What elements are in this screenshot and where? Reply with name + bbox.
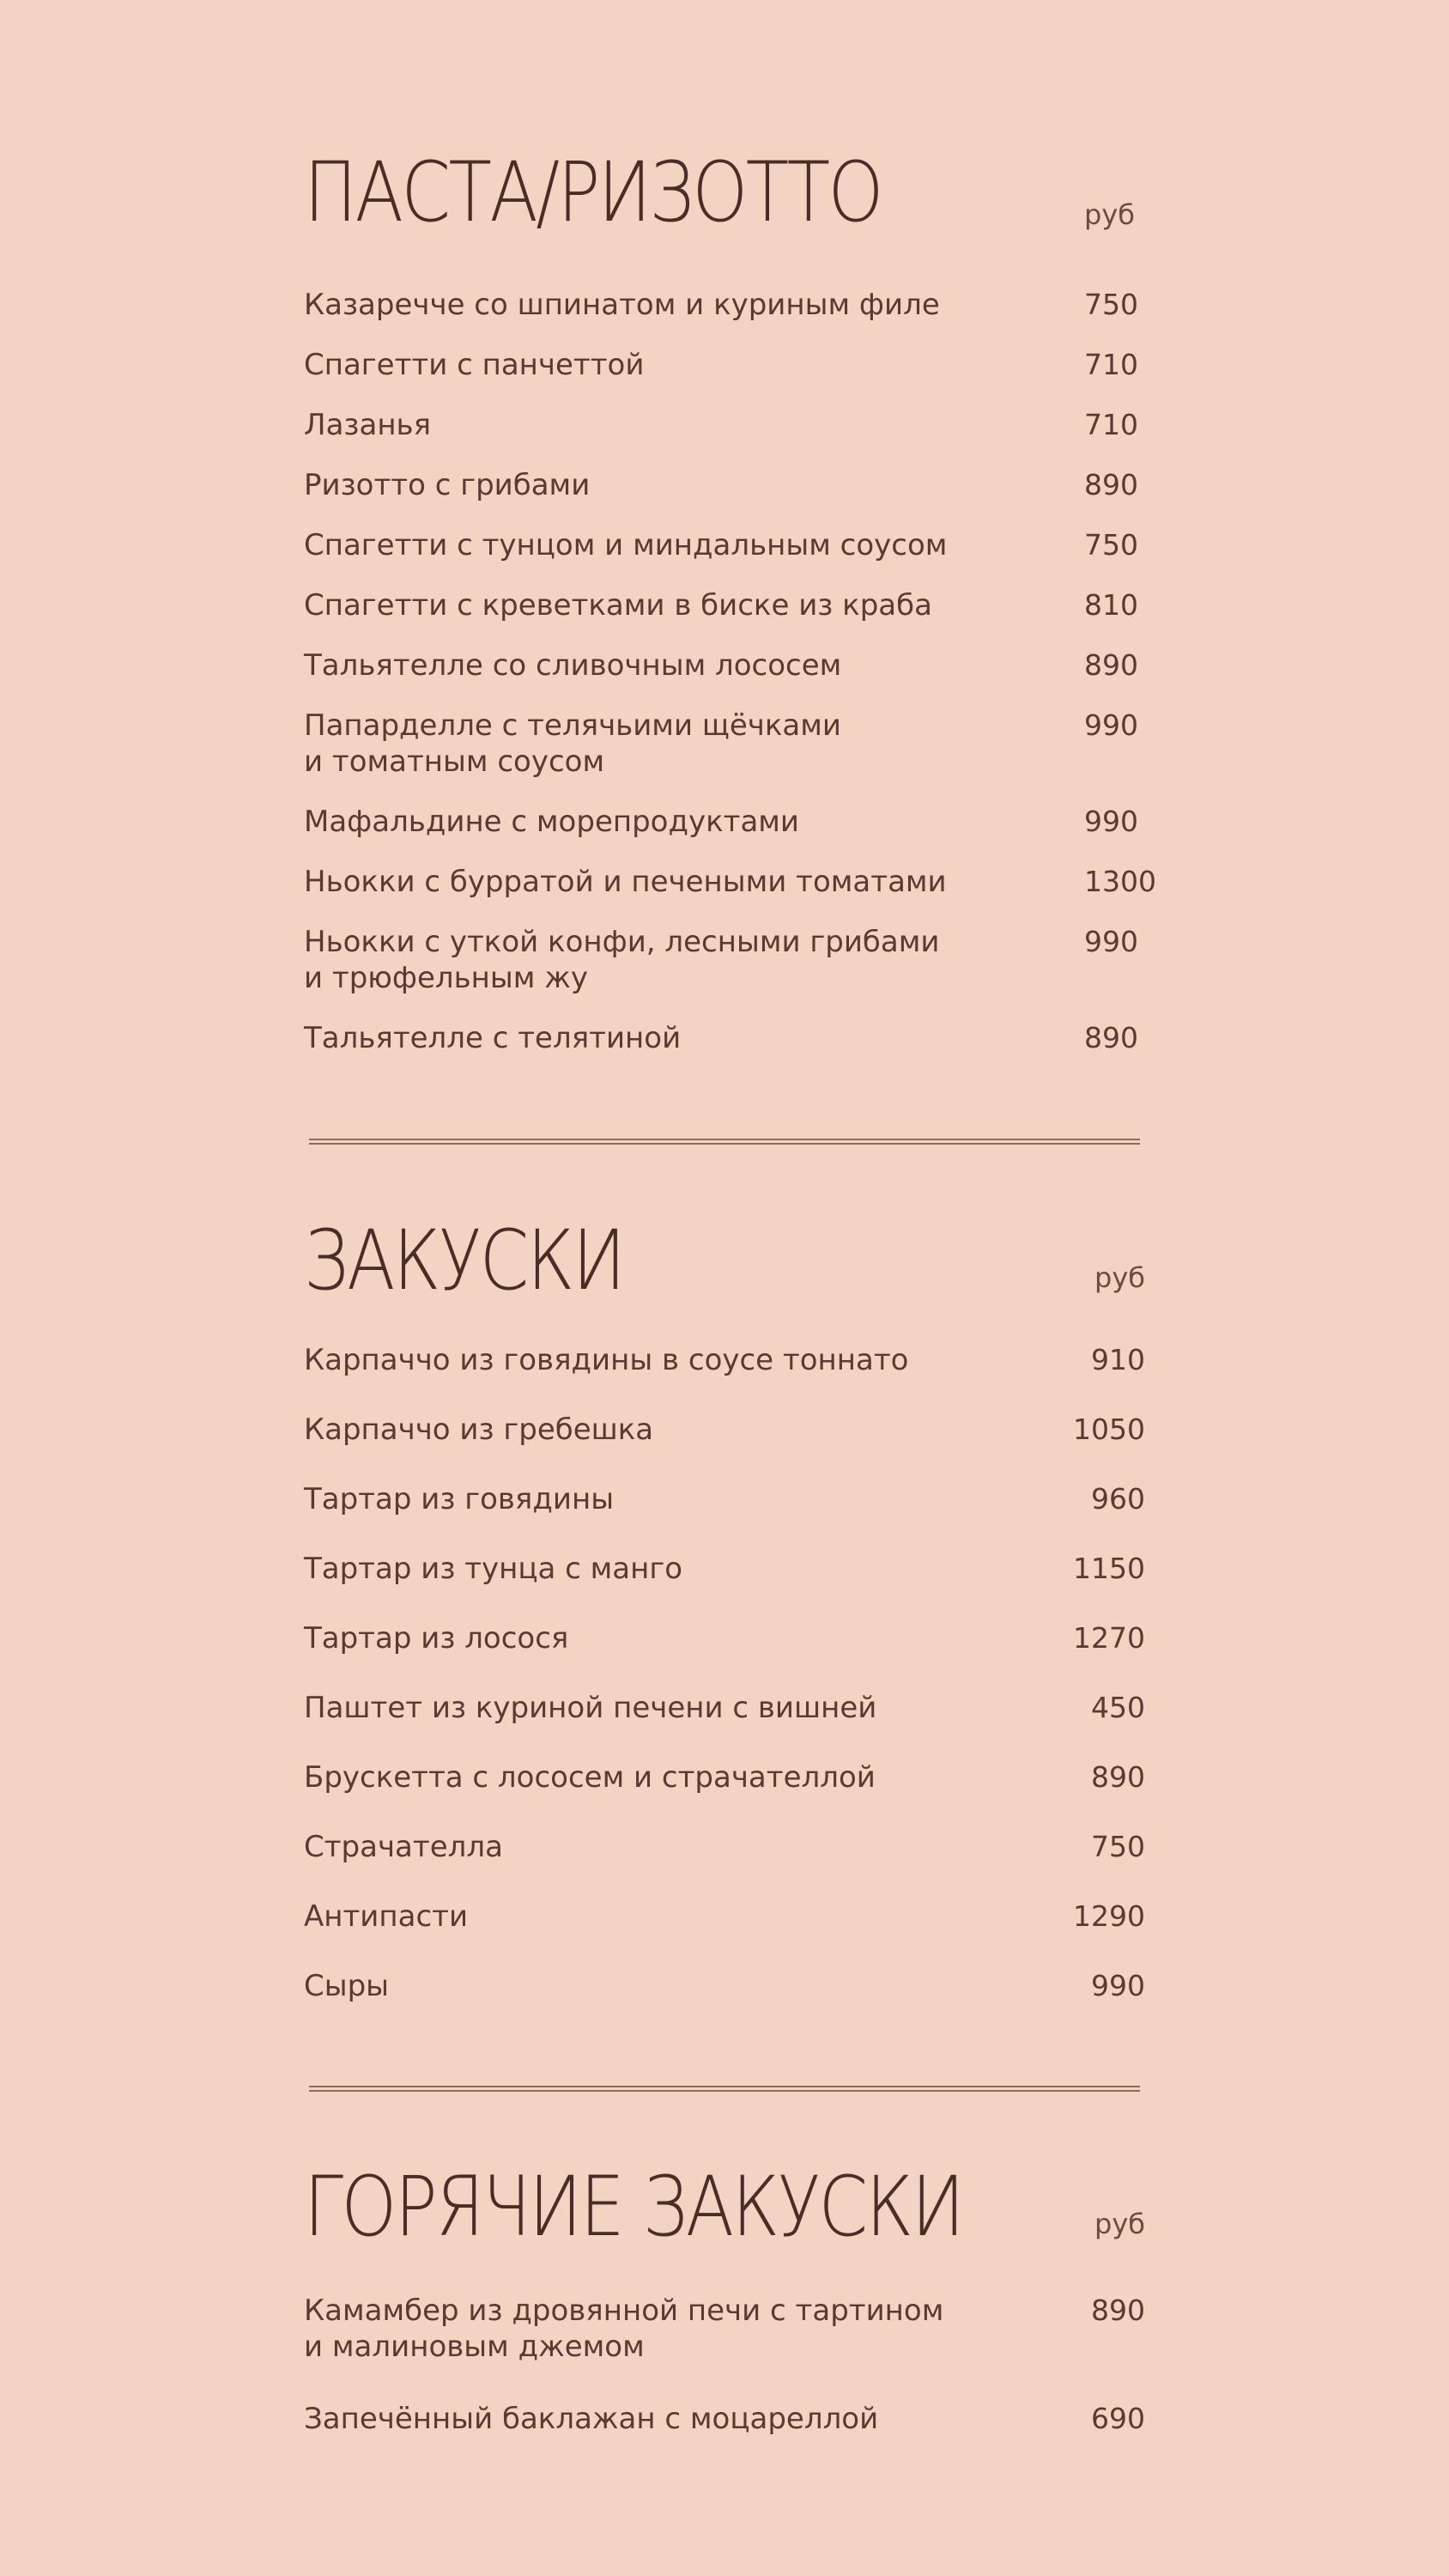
item-name: Карпаччо из говядины в соусе тоннато bbox=[304, 1343, 909, 1377]
section-hot-appetizers bbox=[304, 2159, 1145, 2440]
item-price: 990 bbox=[1084, 925, 1138, 958]
item-name: Спагетти с тунцом и миндальным соусом bbox=[304, 528, 948, 562]
item-price: 910 bbox=[1091, 1343, 1145, 1376]
item-price: 990 bbox=[1084, 708, 1138, 742]
item-price: 890 bbox=[1084, 468, 1138, 501]
item-name: Казаречче со шпинатом и куриным филе bbox=[304, 288, 940, 322]
item-name: Сыры bbox=[304, 1969, 390, 2003]
item-name: Тальятелле с телятиной bbox=[304, 1021, 682, 1055]
item-price: 750 bbox=[1091, 1830, 1145, 1863]
divider-line bbox=[309, 1143, 1140, 1145]
item-price: 710 bbox=[1084, 408, 1138, 441]
item-price: 750 bbox=[1084, 528, 1138, 562]
item-price: 1270 bbox=[1073, 1621, 1145, 1655]
currency-label: руб bbox=[1084, 198, 1135, 231]
item-price: 1050 bbox=[1073, 1413, 1145, 1446]
item-price: 810 bbox=[1084, 588, 1138, 622]
item-name: Страчателла bbox=[304, 1830, 503, 1864]
item-name: Папарделле с телячьими щёчками bbox=[304, 708, 841, 743]
item-price: 890 bbox=[1084, 1021, 1138, 1054]
section-title: ЗАКУСКИ bbox=[304, 1212, 624, 1309]
item-name: Запечённый баклажан с моцареллой bbox=[304, 2402, 879, 2436]
item-name-line2: и томатным соусом bbox=[304, 744, 605, 779]
item-price: 750 bbox=[1084, 288, 1138, 321]
item-price: 990 bbox=[1084, 805, 1138, 838]
section-pasta-risotto bbox=[304, 144, 1156, 1070]
item-name: Антипасти bbox=[304, 1899, 469, 1934]
item-name: Камамбер из дровянной печи с тартином bbox=[304, 2293, 944, 2328]
item-name: Спагетти с панчеттой bbox=[304, 348, 645, 382]
currency-label: руб bbox=[1094, 1261, 1145, 1294]
item-price: 890 bbox=[1091, 1760, 1145, 1794]
section-divider bbox=[309, 1139, 1140, 1144]
section-appetizers bbox=[304, 1212, 1145, 2026]
currency-label: руб bbox=[1094, 2208, 1145, 2240]
item-name: Тартар из тунца с манго bbox=[304, 1552, 683, 1586]
item-price: 890 bbox=[1091, 2293, 1145, 2327]
divider-line bbox=[309, 1139, 1140, 1140]
item-name: Брускетта с лососем и страчателлой bbox=[304, 1760, 876, 1795]
item-name: Карпаччо из гребешка bbox=[304, 1413, 654, 1447]
item-name: Лазанья bbox=[304, 408, 432, 442]
item-name: Мафальдине с морепродуктами bbox=[304, 805, 800, 839]
item-name: Спагетти с креветками в биске из краба bbox=[304, 588, 932, 623]
item-price: 960 bbox=[1091, 1482, 1145, 1516]
item-price: 690 bbox=[1091, 2402, 1145, 2435]
item-price: 710 bbox=[1084, 348, 1138, 381]
section-divider bbox=[309, 2086, 1140, 2091]
divider-line bbox=[309, 2090, 1140, 2092]
item-name: Тартар из говядины bbox=[304, 1482, 615, 1516]
item-price: 990 bbox=[1091, 1969, 1145, 2002]
item-name-line2: и трюфельным жу bbox=[304, 961, 588, 995]
section-title: ГОРЯЧИЕ ЗАКУСКИ bbox=[304, 2159, 963, 2255]
item-name: Тартар из лосося bbox=[304, 1621, 569, 1656]
item-name: Ризотто с грибами bbox=[304, 468, 591, 502]
item-price: 1150 bbox=[1073, 1552, 1145, 1585]
item-price: 890 bbox=[1084, 648, 1138, 682]
item-name: Паштет из куриной печени с вишней bbox=[304, 1691, 877, 1725]
section-title: ПАСТА/РИЗОТТО bbox=[304, 144, 882, 240]
item-name: Ньокки с бурратой и печеными томатами bbox=[304, 865, 947, 899]
item-name: Ньокки с уткой конфи, лесными грибами bbox=[304, 925, 940, 959]
item-price: 1290 bbox=[1073, 1899, 1145, 1933]
item-name-line2: и малиновым джемом bbox=[304, 2330, 645, 2364]
item-price: 450 bbox=[1091, 1691, 1145, 1724]
divider-line bbox=[309, 2086, 1140, 2087]
item-name: Тальятелле со сливочным лососем bbox=[304, 648, 842, 683]
item-price: 1300 bbox=[1084, 865, 1156, 898]
